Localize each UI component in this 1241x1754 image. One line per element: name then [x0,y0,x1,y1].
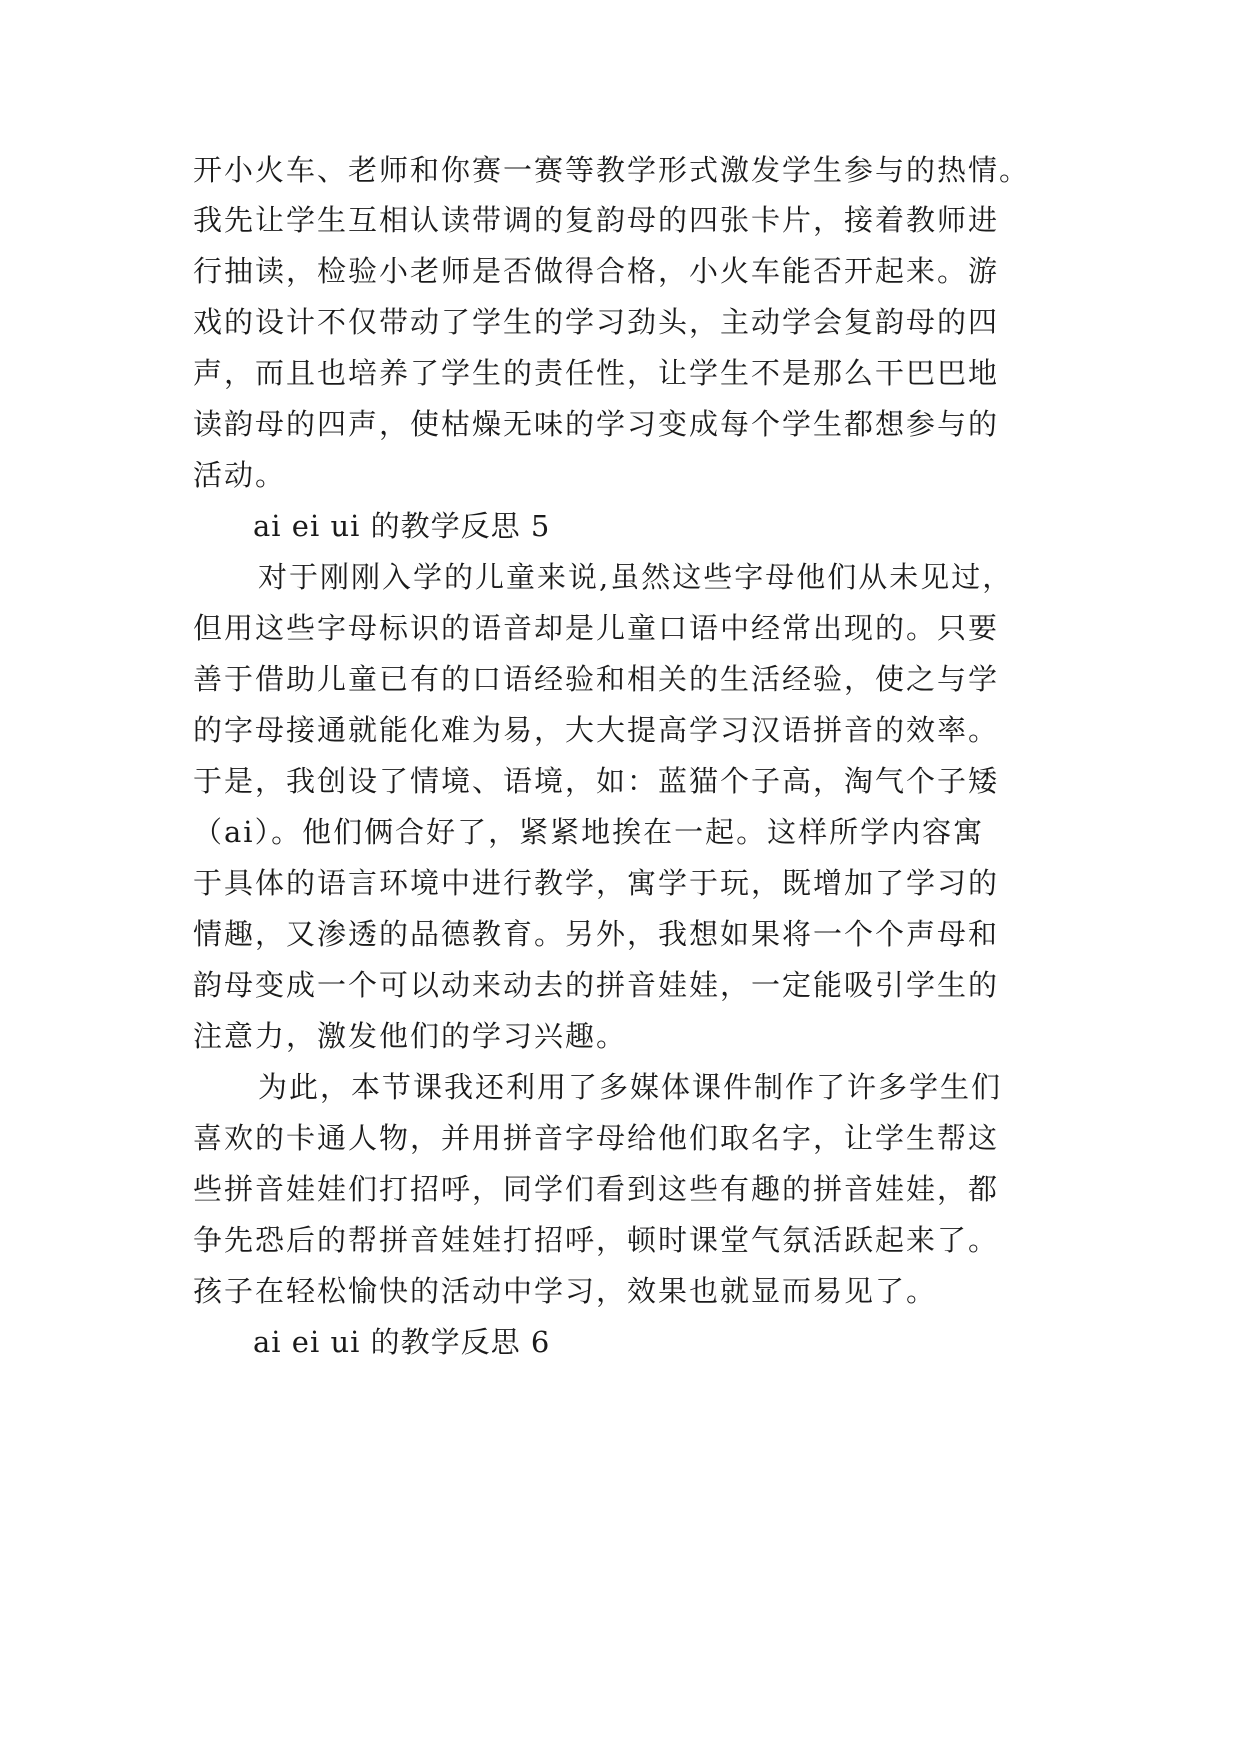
paragraph-line: 戏的设计不仅带动了学生的学习劲头，主动学会复韵母的四 [193,305,1000,339]
paragraph-line: 读韵母的四声，使枯燥无味的学习变成每个学生都想参与的 [193,407,1000,441]
paragraph-line: 活动。 [193,458,287,492]
paragraph-line: 我先让学生互相认读带调的复韵母的四张卡片，接着教师进 [193,203,1000,237]
paragraph-line: 于是，我创设了情境、语境，如：蓝猫个子高，淘气个子矮 [193,764,1000,798]
paragraph-line: 些拼音娃娃们打招呼，同学们看到这些有趣的拼音娃娃，都 [193,1172,1000,1206]
paragraph-line: 情趣，又渗透的品德教育。另外，我想如果将一个个声母和 [193,917,1000,951]
paragraph-line: 于具体的语言环境中进行教学，寓学于玩，既增加了学习的 [193,866,1000,900]
paragraph-line: 善于借助儿童已有的口语经验和相关的生活经验，使之与学 [193,662,1000,696]
paragraph-line: 注意力，激发他们的学习兴趣。 [193,1019,628,1053]
paragraph-line: 孩子在轻松愉快的活动中学习，效果也就显而易见了。 [193,1274,938,1308]
paragraph-line: 为此，本节课我还利用了多媒体课件制作了许多学生们 [258,1070,1003,1104]
paragraph-line: 对于刚刚入学的儿童来说,虽然这些字母他们从未见过， [258,560,1014,594]
paragraph-line: 但用这些字母标识的语音却是儿童口语中经常出现的。只要 [193,611,1000,645]
paragraph-line: 声，而且也培养了学生的责任性，让学生不是那么干巴巴地 [193,356,1000,390]
paragraph-line: 行抽读，检验小老师是否做得合格，小火车能否开起来。游 [193,254,1000,288]
section-heading: ai ei ui 的教学反思 6 [253,1325,551,1359]
paragraph-line: 争先恐后的帮拼音娃娃打招呼，顿时课堂气氛活跃起来了。 [193,1223,1000,1257]
paragraph-line: 喜欢的卡通人物，并用拼音字母给他们取名字，让学生帮这 [193,1121,1000,1155]
paragraph-line: 开小火车、老师和你赛一赛等教学形式激发学生参与的热情。 [193,153,1031,187]
paragraph-line: （ai）。他们俩合好了，紧紧地挨在一起。这样所学内容寓 [193,815,985,849]
section-heading: ai ei ui 的教学反思 5 [253,509,551,543]
paragraph-line: 的字母接通就能化难为易，大大提高学习汉语拼音的效率。 [193,713,1000,747]
paragraph-line: 韵母变成一个可以动来动去的拼音娃娃，一定能吸引学生的 [193,968,1000,1002]
